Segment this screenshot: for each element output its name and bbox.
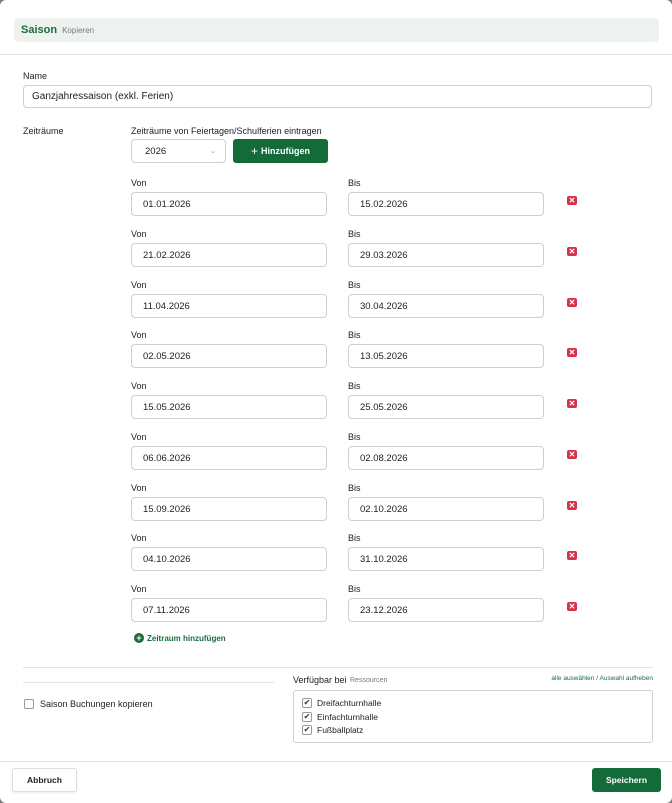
- holiday-hint: Zeiträume von Feiertagen/Schulferien eintragen: [131, 126, 322, 136]
- delete-x-icon[interactable]: ✕: [568, 501, 576, 510]
- to-label: Bis: [348, 280, 361, 290]
- copy-bookings-label: Saison Buchungen kopieren: [40, 699, 153, 709]
- resource-name: Einfachturnhalle: [317, 712, 378, 722]
- add-holidays-button[interactable]: [233, 139, 328, 163]
- from-date-input[interactable]: 06.06.2026: [131, 446, 327, 470]
- save-button[interactable]: Speichern: [592, 768, 661, 792]
- resource-item[interactable]: [302, 698, 381, 708]
- resource-name: Fußballplatz: [317, 725, 364, 735]
- from-label: Von: [131, 483, 147, 493]
- delete-x-icon[interactable]: ✕: [568, 196, 576, 205]
- from-date-input[interactable]: 15.05.2026: [131, 395, 327, 419]
- resource-name: Dreifachturnhalle: [317, 698, 382, 708]
- delete-x-icon[interactable]: ✕: [568, 551, 576, 560]
- modal-subtitle: Kopieren: [62, 25, 95, 35]
- add-period-label: Zeitraum hinzufügen: [147, 633, 226, 643]
- footer-divider: [0, 761, 672, 762]
- to-label: Bis: [348, 483, 361, 493]
- availability-sublabel: Ressourcen: [350, 677, 388, 684]
- copy-bookings-checkbox[interactable]: [24, 699, 34, 709]
- plus-icon: +: [250, 144, 258, 158]
- from-label: Von: [131, 178, 147, 188]
- to-label: Bis: [348, 432, 361, 442]
- delete-x-icon[interactable]: ✕: [568, 399, 576, 408]
- resource-checkbox[interactable]: ✔: [303, 712, 311, 721]
- deselect-link[interactable]: Auswahl aufheben: [599, 675, 653, 682]
- delete-x-icon[interactable]: ✕: [568, 348, 576, 357]
- caret-down-icon: ⌄: [210, 148, 216, 155]
- add-period-link[interactable]: [134, 633, 226, 643]
- to-date-input[interactable]: 15.02.2026: [348, 192, 544, 216]
- cancel-button[interactable]: Abbruch: [12, 768, 77, 792]
- to-date-input[interactable]: 23.12.2026: [348, 598, 544, 622]
- to-date-input[interactable]: 29.03.2026: [348, 243, 544, 267]
- left-divider: [23, 682, 274, 683]
- to-date-input[interactable]: 02.10.2026: [348, 497, 544, 521]
- from-date-input[interactable]: 07.11.2026: [131, 598, 327, 622]
- from-label: Von: [131, 584, 147, 594]
- to-label: Bis: [348, 381, 361, 391]
- link-separator: /: [596, 675, 599, 682]
- to-label: Bis: [348, 229, 361, 239]
- modal-title: Saison: [21, 24, 58, 36]
- to-label: Bis: [348, 330, 361, 340]
- to-label: Bis: [348, 584, 361, 594]
- header-divider: [0, 54, 672, 55]
- from-label: Von: [131, 330, 147, 340]
- selection-links: [551, 675, 653, 682]
- plus-circle-icon: +: [134, 633, 144, 643]
- year-select[interactable]: [131, 139, 226, 163]
- name-input[interactable]: Ganzjahressaison (exkl. Ferien): [23, 85, 652, 108]
- from-date-input[interactable]: 15.09.2026: [131, 497, 327, 521]
- to-date-input[interactable]: 02.08.2026: [348, 446, 544, 470]
- add-holidays-label: Hinzufügen: [261, 146, 310, 156]
- periods-label: Zeiträume: [23, 126, 64, 136]
- from-date-input[interactable]: 04.10.2026: [131, 547, 327, 571]
- resource-item[interactable]: [302, 712, 378, 722]
- delete-x-icon[interactable]: ✕: [568, 450, 576, 459]
- from-date-input[interactable]: 02.05.2026: [131, 344, 327, 368]
- from-date-input[interactable]: 11.04.2026: [131, 294, 327, 318]
- from-label: Von: [131, 381, 147, 391]
- availability-label: Verfügbar bei: [293, 675, 347, 685]
- to-date-input[interactable]: 13.05.2026: [348, 344, 544, 368]
- select-all-link[interactable]: alle auswählen: [551, 675, 595, 682]
- from-label: Von: [131, 229, 147, 239]
- from-label: Von: [131, 533, 147, 543]
- delete-x-icon[interactable]: ✕: [568, 298, 576, 307]
- resource-checkbox[interactable]: ✔: [303, 725, 311, 734]
- section-divider: [23, 667, 653, 668]
- delete-x-icon[interactable]: ✕: [568, 247, 576, 256]
- from-date-input[interactable]: 01.01.2026: [131, 192, 327, 216]
- modal-header: [14, 18, 659, 42]
- from-date-input[interactable]: 21.02.2026: [131, 243, 327, 267]
- to-label: Bis: [348, 533, 361, 543]
- to-date-input[interactable]: 31.10.2026: [348, 547, 544, 571]
- from-label: Von: [131, 280, 147, 290]
- resource-item[interactable]: [302, 725, 363, 735]
- resource-list: [293, 690, 653, 743]
- to-date-input[interactable]: 30.04.2026: [348, 294, 544, 318]
- name-label: Name: [23, 71, 48, 81]
- to-label: Bis: [348, 178, 361, 188]
- to-date-input[interactable]: 25.05.2026: [348, 395, 544, 419]
- delete-x-icon[interactable]: ✕: [568, 602, 576, 611]
- year-select-value: 2026: [145, 145, 167, 157]
- resource-checkbox[interactable]: ✔: [303, 698, 311, 707]
- from-label: Von: [131, 432, 147, 442]
